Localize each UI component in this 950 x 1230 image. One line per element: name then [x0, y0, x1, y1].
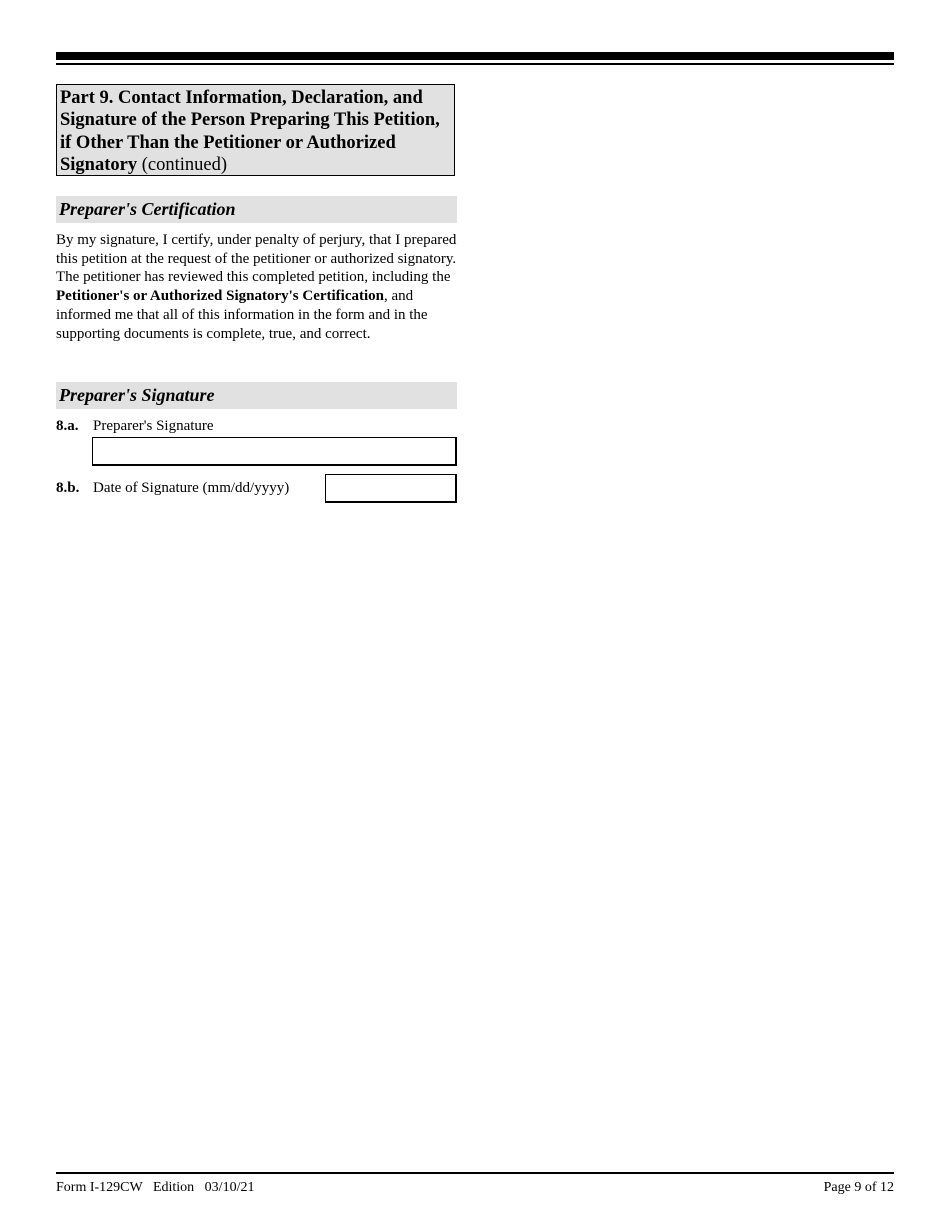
signature-heading: Preparer's Signature [56, 382, 457, 409]
certification-bold-text: Petitioner's or Authorized Signatory's Certification [56, 288, 385, 305]
part-header [56, 84, 455, 176]
header-rule-thick [56, 52, 894, 60]
part-continued: (continued) [141, 154, 227, 175]
footer-page-number: Page 9 of 12 [823, 1180, 894, 1195]
item-8b-label: Date of Signature (mm/dd/yyyy) [93, 480, 290, 496]
header-rule-thin [56, 63, 894, 65]
footer-form-edition: Form I-129CW Edition 03/10/21 [56, 1180, 255, 1195]
date-of-signature-field[interactable] [325, 474, 457, 503]
item-8b-number: 8.b. [56, 480, 80, 496]
footer-rule [56, 1172, 894, 1174]
preparer-signature-field[interactable] [92, 437, 457, 466]
certification-heading: Preparer's Certification [56, 196, 457, 223]
part-title: Part 9. Contact Information, Declaration, and Signature of the Person Preparing This Petition, if Other Than the Petitioner or Authorized Signatory [60, 88, 440, 175]
item-8a-label: Preparer's Signature [93, 418, 214, 434]
certification-text: By my signature, I certify, under penalty of perjury, that I prepared this petition at the request of the petitioner or authorized signatory. The petitioner has reviewed this completed petition, including the Petitioner's or Authorized Signatory's Certification, and informed me that all of this information in the form and in the supporting documents is complete, true, and correct. [56, 232, 457, 342]
item-8a-number: 8.a. [56, 418, 79, 434]
